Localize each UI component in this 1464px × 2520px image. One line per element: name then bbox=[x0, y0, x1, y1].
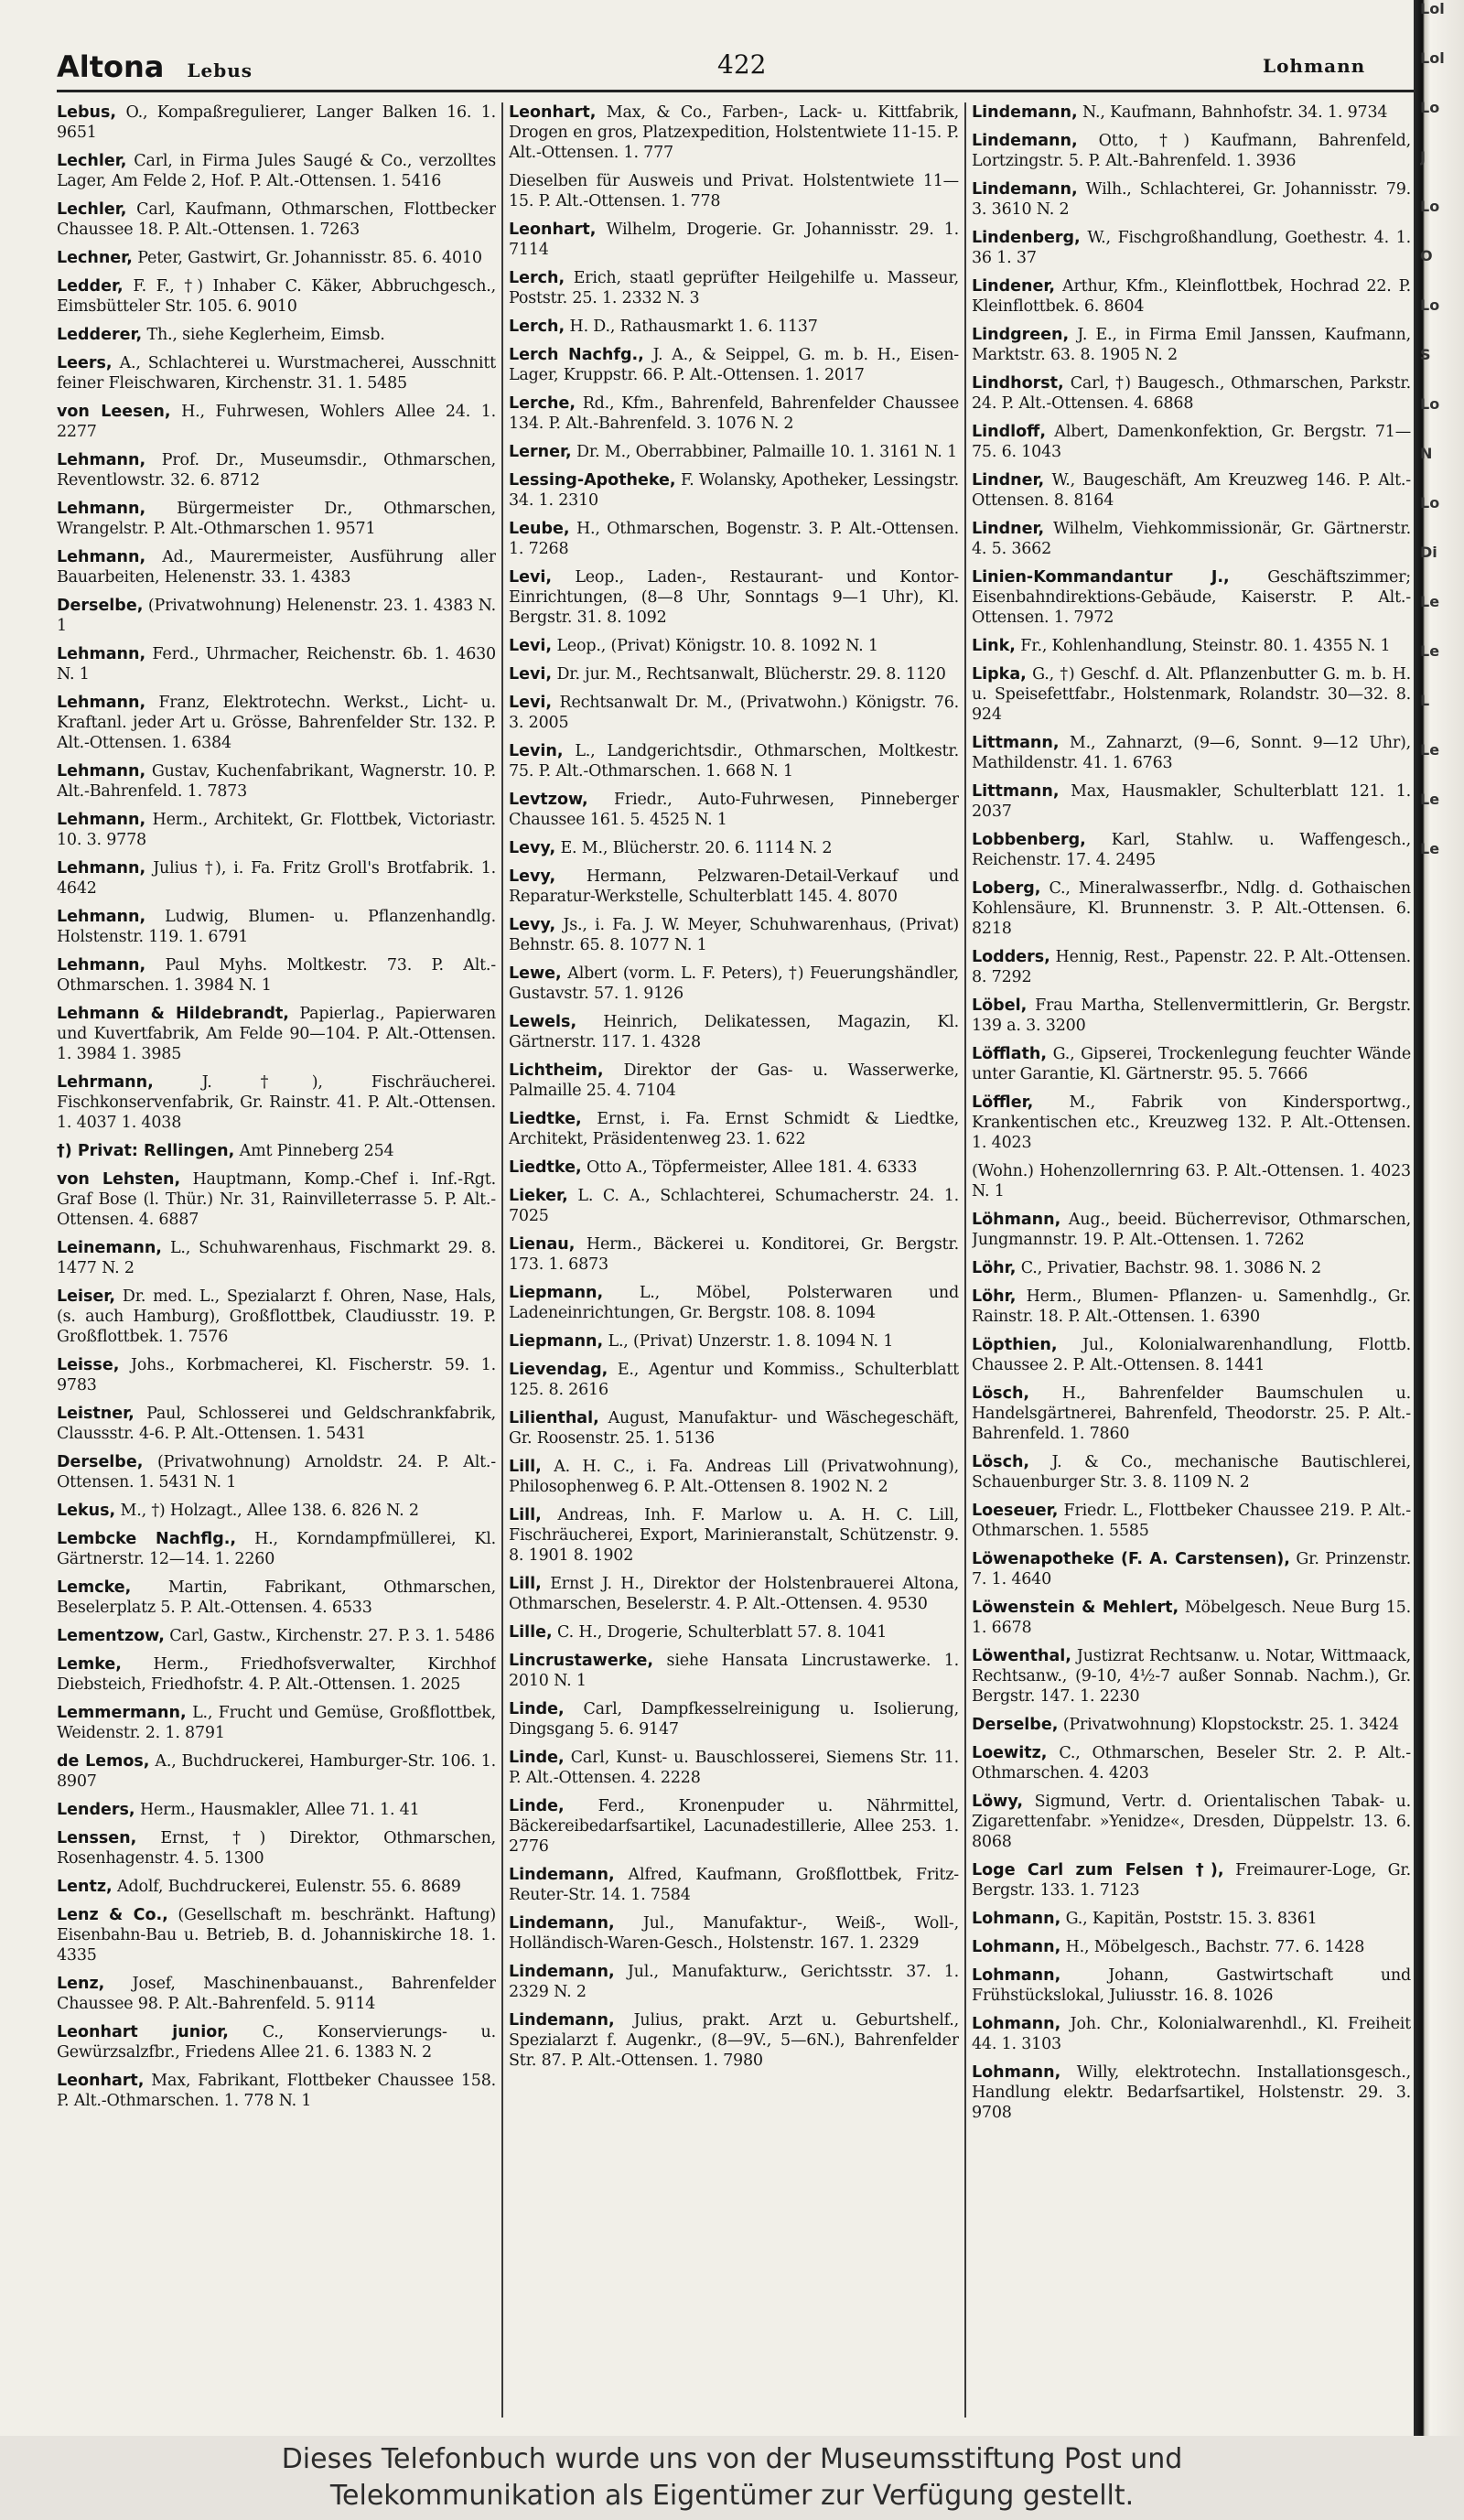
directory-entry: Lindloff, Albert, Damenkonfektion, Gr. Bergstr. 71—75. 6. 1043 bbox=[972, 423, 1411, 461]
directory-entry: Lichtheim, Direktor der Gas- u. Wasserwerke, Palmaille 25. 4. 7104 bbox=[509, 1061, 959, 1100]
footer-notice bbox=[0, 2436, 1464, 2520]
directory-entry: Lenz, Josef, Maschinenbauanst., Bahrenfelder Chaussee 98. P. Alt.-Bahrenfeld. 5. 9114 bbox=[57, 1975, 496, 2013]
directory-entry: von Lehsten, Hauptmann, Komp.-Chef i. Inf.-Rgt. Graf Bose (l. Thür.) Nr. 31, Rainvilleterrasse 5. P. Alt.-Ottensen. 4. 6887 bbox=[57, 1170, 496, 1229]
column-divider bbox=[964, 102, 966, 2418]
directory-entry: Leonhart junior, C., Konservierungs- u. Gewürzsalzfbr., Friedens Allee 21. 6. 1383 N. 2 bbox=[57, 2023, 496, 2062]
footer-line-1: Dieses Telefonbuch wurde uns von der Museumsstiftung Post und bbox=[281, 2443, 1183, 2475]
directory-entry: Lobbenberg, Karl, Stahlw. u. Waffengesch., Reichenstr. 17. 4. 2495 bbox=[972, 831, 1411, 869]
edge-fragment: Le bbox=[1420, 791, 1440, 808]
directory-entry: Löhmann, Aug., beeid. Bücherrevisor, Othmarschen, Jungmannstr. 19. P. Alt.-Ottensen. 1. 7262 bbox=[972, 1211, 1411, 1249]
directory-entry: Löwenstein & Mehlert, Möbelgesch. Neue Burg 15. 1. 6678 bbox=[972, 1599, 1411, 1637]
directory-entry: de Lemos, A., Buchdruckerei, Hamburger-Str. 106. 1. 8907 bbox=[57, 1752, 496, 1791]
directory-entry: Lehmann & Hildebrandt, Papierlag., Papierwaren und Kuvertfabrik, Am Felde 90—104. P. Alt.-Ottensen. 1. 3984 1. 3985 bbox=[57, 1005, 496, 1063]
directory-entry: Liepmann, L., Möbel, Polsterwaren und Ladeneinrichtungen, Gr. Bergstr. 108. 8. 1094 bbox=[509, 1284, 959, 1322]
directory-entry: Lemcke, Martin, Fabrikant, Othmarschen, Beselerplatz 5. P. Alt.-Ottensen. 4. 6533 bbox=[57, 1578, 496, 1617]
directory-entry: Loewitz, C., Othmarschen, Beseler Str. 2. P. Alt.-Othmarschen. 4. 4203 bbox=[972, 1744, 1411, 1782]
directory-column-3 bbox=[972, 102, 1411, 2427]
directory-entry: Lincrustawerke, siehe Hansata Lincrustawerke. 1. 2010 N. 1 bbox=[509, 1652, 959, 1690]
directory-entry: Löffler, M., Fabrik von Kindersportwg., Krankentischen etc., Kreuzweg 132. P. Alt.-Ottensen. 1. 4023 bbox=[972, 1093, 1411, 1152]
directory-entry: Lindemann, Julius, prakt. Arzt u. Geburtshelf., Spezialarzt f. Augenkr., (8—9V., 5—6N.), Bahrenfelder Str. 87. P. Alt.-Ottensen. 1. 7980 bbox=[509, 2011, 959, 2070]
directory-entry: Levi, Leop., (Privat) Königstr. 10. 8. 1092 N. 1 bbox=[509, 637, 878, 655]
directory-entry: Lehmann, Bürgermeister Dr., Othmarschen, Wrangelstr. P. Alt.-Othmarschen 1. 9571 bbox=[57, 500, 496, 538]
directory-entry: Lehmann, Franz, Elektrotechn. Werkst., Licht- u. Kraftanl. jeder Art u. Grösse, Bahrenfelder Str. 132. P. Alt.-Ottensen. 1. 6384 bbox=[57, 694, 496, 752]
directory-entry: Derselbe, (Privatwohnung) Arnoldstr. 24. P. Alt.-Ottensen. 1. 5431 N. 1 bbox=[57, 1453, 496, 1492]
directory-entry: Dieselben für Ausweis und Privat. Holstentwiete 11—15. P. Alt.-Ottensen. 1. 778 bbox=[509, 172, 959, 210]
directory-entry: Lösch, J. & Co., mechanische Bautischlerei, Schauenburger Str. 3. 8. 1109 N. 2 bbox=[972, 1453, 1411, 1492]
header-last-name: Lohmann bbox=[1263, 55, 1366, 77]
directory-entry: Lemke, Herm., Friedhofsverwalter, Kirchhof Diebsteich, Friedhofstr. 4. P. Alt.-Ottensen. 1. 2025 bbox=[57, 1655, 496, 1694]
header-city: Altona bbox=[57, 49, 165, 84]
directory-entry: Leers, A., Schlachterei u. Wurstmacherei, Ausschnitt feiner Fleischwaren, Kirchenstr. 31. 1. 5485 bbox=[57, 354, 496, 393]
header-first-name: Lebus bbox=[187, 59, 253, 81]
directory-entry: Lembcke Nachflg., H., Korndampfmüllerei, Kl. Gärtnerstr. 12—14. 1. 2260 bbox=[57, 1530, 496, 1568]
directory-entry: Lill, Andreas, Inh. F. Marlow u. A. H. C. Lill, Fischräucherei, Export, Marinieranstalt, Schützenstr. 9. 8. 1901 8. 1902 bbox=[509, 1506, 959, 1565]
directory-entry: Lohmann, G., Kapitän, Poststr. 15. 3. 8361 bbox=[972, 1910, 1318, 1928]
directory-entry: Lipka, G., †) Geschf. d. Alt. Pflanzenbutter G. m. b. H. u. Speisefettfabr., Holstenmark, Rolandstr. 30—32. 8. 924 bbox=[972, 665, 1411, 724]
directory-entry: Lindemann, N., Kaufmann, Bahnhofstr. 34. 1. 9734 bbox=[972, 103, 1388, 122]
directory-entry: Liedtke, Otto A., Töpfermeister, Allee 181. 4. 6333 bbox=[509, 1158, 918, 1177]
directory-entry: Löpthien, Jul., Kolonialwarenhandlung, Flottb. Chaussee 2. P. Alt.-Ottensen. 8. 1441 bbox=[972, 1336, 1411, 1374]
directory-entry: Löfflath, G., Gipserei, Trockenlegung feuchter Wände unter Garantie, Kl. Gärtnerstr. 95. 5. 7666 bbox=[972, 1045, 1411, 1083]
directory-entry: Lindenberg, W., Fischgroßhandlung, Goethestr. 4. 1. 36 1. 37 bbox=[972, 229, 1411, 267]
directory-entry: Löhr, Herm., Blumen- Pflanzen- u. Samenhdlg., Gr. Rainstr. 18. P. Alt.-Ottensen. 1. 6390 bbox=[972, 1287, 1411, 1326]
directory-entry: Lindener, Arthur, Kfm., Kleinflottbek, Hochrad 22. P. Kleinflottbek. 6. 8604 bbox=[972, 277, 1411, 316]
directory-entry: Lindemann, Jul., Manufaktur-, Weiß-, Woll-, Holländisch-Waren-Gesch., Holstenstr. 167. 1. 2329 bbox=[509, 1914, 959, 1953]
edge-fragment: Le bbox=[1420, 741, 1440, 759]
edge-fragment: O bbox=[1420, 247, 1433, 264]
directory-entry: Lerche, Rd., Kfm., Bahrenfeld, Bahrenfelder Chaussee 134. P. Alt.-Bahrenfeld. 3. 1076 N. 2 bbox=[509, 394, 959, 433]
directory-entry: Link, Fr., Kohlenhandlung, Steinstr. 80. 1. 4355 N. 1 bbox=[972, 637, 1391, 655]
directory-column-1 bbox=[57, 102, 496, 2427]
directory-entry: Lessing-Apotheke, F. Wolansky, Apotheker, Lessingstr. 34. 1. 2310 bbox=[509, 471, 959, 510]
edge-fragment: Lo bbox=[1420, 395, 1440, 413]
directory-entry: Littmann, Max, Hausmakler, Schulterblatt 121. 1. 2037 bbox=[972, 782, 1411, 821]
directory-entry: Lemmermann, L., Frucht und Gemüse, Großflottbek, Weidenstr. 2. 1. 8791 bbox=[57, 1704, 496, 1742]
directory-entry: Lehmann, Ad., Maurermeister, Ausführung aller Bauarbeiten, Helenenstr. 33. 1. 4383 bbox=[57, 548, 496, 587]
directory-entry: Lechler, Carl, Kaufmann, Othmarschen, Flottbecker Chaussee 18. P. Alt.-Ottensen. 1. 7263 bbox=[57, 200, 496, 239]
directory-entry: Lindgreen, J. E., in Firma Emil Janssen, Kaufmann, Marktstr. 63. 8. 1905 N. 2 bbox=[972, 326, 1411, 364]
edge-fragment: Lol bbox=[1420, 0, 1445, 17]
directory-entry: Lohmann, Johann, Gastwirtschaft und Frühstückslokal, Juliusstr. 16. 8. 1026 bbox=[972, 1966, 1411, 2005]
page-number: 422 bbox=[717, 49, 767, 80]
edge-fragment: Lo bbox=[1420, 296, 1440, 314]
directory-entry: Leonhart, Max, & Co., Farben-, Lack- u. Kittfabrik, Drogen en gros, Platzexpedition, Holstentwiete 11-15. P. Alt.-Ottensen. 1. 777 bbox=[509, 103, 959, 162]
directory-entry: Loeseuer, Friedr. L., Flottbeker Chaussee 219. P. Alt.-Othmarschen. 1. 5585 bbox=[972, 1502, 1411, 1540]
directory-entry: Lenders, Herm., Hausmakler, Allee 71. 1. 41 bbox=[57, 1801, 420, 1819]
directory-entry: von Leesen, H., Fuhrwesen, Wohlers Allee 24. 1. 2277 bbox=[57, 403, 496, 441]
directory-entry: Lehmann, Prof. Dr., Museumsdir., Othmarschen, Reventlowstr. 32. 6. 8712 bbox=[57, 451, 496, 490]
edge-fragment: Di bbox=[1420, 544, 1437, 561]
directory-entry: Lerch Nachfg., J. A., & Seippel, G. m. b. H., Eisen-Lager, Kruppstr. 66. P. Alt.-Ottensen. 1. 2017 bbox=[509, 346, 959, 384]
directory-entry: Lechner, Peter, Gastwirt, Gr. Johannisstr. 85. 6. 4010 bbox=[57, 249, 482, 267]
header-left bbox=[57, 49, 253, 84]
directory-entry: Löhr, C., Privatier, Bachstr. 98. 1. 3086 N. 2 bbox=[972, 1259, 1321, 1277]
edge-fragment: S bbox=[1420, 346, 1431, 363]
directory-entry: Ledder, F. F., †) Inhaber C. Käker, Abbruchgesch., Eimsbütteler Str. 105. 6. 9010 bbox=[57, 277, 496, 316]
directory-entry: Lerch, H. D., Rathausmarkt 1. 6. 1137 bbox=[509, 318, 818, 336]
edge-fragment: Lo bbox=[1420, 198, 1440, 215]
directory-entry: Derselbe, (Privatwohnung) Helenenstr. 23. 1. 4383 N. 1 bbox=[57, 597, 496, 635]
directory-entry: Linde, Carl, Dampfkesselreinigung u. Isolierung, Dingsgang 5. 6. 9147 bbox=[509, 1700, 959, 1739]
directory-entry: Levtzow, Friedr., Auto-Fuhrwesen, Pinneberger Chaussee 161. 5. 4525 N. 1 bbox=[509, 791, 959, 829]
directory-entry: Löbel, Frau Martha, Stellenvermittlerin, Gr. Bergstr. 139 a. 3. 3200 bbox=[972, 996, 1411, 1035]
directory-entry: Levi, Dr. jur. M., Rechtsanwalt, Blücherstr. 29. 8. 1120 bbox=[509, 665, 946, 684]
directory-entry: Lindemann, Wilh., Schlachterei, Gr. Johannisstr. 79. 3. 3610 N. 2 bbox=[972, 180, 1411, 219]
directory-entry: Lechler, Carl, in Firma Jules Saugé & Co., verzolltes Lager, Am Felde 2, Hof. P. Alt.-Ottensen. 1. 5416 bbox=[57, 152, 496, 190]
directory-entry: Levy, Js., i. Fa. J. W. Meyer, Schuhwarenhaus, (Privat) Behnstr. 65. 8. 1077 N. 1 bbox=[509, 916, 959, 954]
directory-entry: Lehmann, Julius †), i. Fa. Fritz Groll's Brotfabrik. 1. 4642 bbox=[57, 859, 496, 898]
directory-entry: Loge Carl zum Felsen †), Freimaurer-Loge, Gr. Bergstr. 133. 1. 7123 bbox=[972, 1861, 1411, 1900]
edge-fragment: Le bbox=[1420, 840, 1440, 857]
directory-entry: Lohmann, Joh. Chr., Kolonialwarenhdl., Kl. Freiheit 44. 1. 3103 bbox=[972, 2015, 1411, 2053]
edge-fragment: Le bbox=[1420, 642, 1440, 660]
directory-entry: (Wohn.) Hohenzollernring 63. P. Alt.-Ottensen. 1. 4023 N. 1 bbox=[972, 1162, 1411, 1201]
directory-entry: Linde, Ferd., Kronenpuder u. Nährmittel, Bäckereibedarfsartikel, Lacunadestillerie, Allee 253. 1. 2776 bbox=[509, 1797, 959, 1856]
directory-entry: Leonhart, Max, Fabrikant, Flottbeker Chaussee 158. P. Alt.-Othmarschen. 1. 778 N. 1 bbox=[57, 2072, 496, 2110]
edge-fragment: Lo bbox=[1420, 99, 1440, 116]
directory-entry: Littmann, M., Zahnarzt, (9—6, Sonnt. 9—12 Uhr), Mathildenstr. 41. 1. 6763 bbox=[972, 734, 1411, 772]
page-header bbox=[57, 44, 1414, 92]
directory-entry: Lenssen, Ernst, †) Direktor, Othmarschen, Rosenhagenstr. 4. 5. 1300 bbox=[57, 1829, 496, 1868]
directory-entry: Leiser, Dr. med. L., Spezialarzt f. Ohren, Nase, Hals, (s. auch Hamburg), Großflottbek, Claudiusstr. 19. P. Großflottbek. 1. 7576 bbox=[57, 1287, 496, 1346]
directory-entry: Lehmann, Ferd., Uhrmacher, Reichenstr. 6b. 1. 4630 N. 1 bbox=[57, 645, 496, 684]
directory-entry: Linde, Carl, Kunst- u. Bauschlosserei, Siemens Str. 11. P. Alt.-Ottensen. 4. 2228 bbox=[509, 1749, 959, 1787]
directory-entry: Lehmann, Ludwig, Blumen- u. Pflanzenhandlg. Holstenstr. 119. 1. 6791 bbox=[57, 908, 496, 946]
edge-fragment: Lol bbox=[1420, 49, 1445, 67]
directory-entry: Lenz & Co., (Gesellschaft m. beschränkt. Haftung) Eisenbahn-Bau u. Betrieb, B. d. Johanniskirche 18. 1. 4335 bbox=[57, 1906, 496, 1965]
directory-entry: Levy, Hermann, Pelzwaren-Detail-Verkauf und Reparatur-Werkstelle, Schulterblatt 145. 4. 8070 bbox=[509, 867, 959, 906]
directory-entry: Lievendag, E., Agentur und Kommiss., Schulterblatt 125. 8. 2616 bbox=[509, 1361, 959, 1399]
directory-entry: Lewels, Heinrich, Delikatessen, Magazin, Kl. Gärtnerstr. 117. 1. 4328 bbox=[509, 1013, 959, 1051]
directory-entry: Lementzow, Carl, Gastw., Kirchenstr. 27. P. 3. 1. 5486 bbox=[57, 1627, 495, 1645]
edge-fragment: Le bbox=[1420, 593, 1440, 610]
footer-line-2: Telekommunikation als Eigentümer zur Verfügung gestellt. bbox=[329, 2480, 1135, 2512]
directory-entry: Derselbe, (Privatwohnung) Klopstockstr. 25. 1. 3424 bbox=[972, 1716, 1399, 1734]
directory-entry: Lindemann, Alfred, Kaufmann, Großflottbek, Fritz-Reuter-Str. 14. 1. 7584 bbox=[509, 1866, 959, 1904]
directory-entry: Loberg, C., Mineralwasserfbr., Ndlg. d. Gothaischen Kohlensäure, Kl. Brunnenstr. 3. P. Alt.-Ottensen. 6. 8218 bbox=[972, 879, 1411, 938]
directory-entry: Löwenapotheke (F. A. Carstensen), Gr. Prinzenstr. 7. 1. 4640 bbox=[972, 1550, 1411, 1588]
directory-entry: Lehmann, Gustav, Kuchenfabrikant, Wagnerstr. 10. P. Alt.-Bahrenfeld. 1. 7873 bbox=[57, 762, 496, 801]
directory-entry: Leisse, Johs., Korbmacherei, Kl. Fischerstr. 59. 1. 9783 bbox=[57, 1356, 496, 1395]
directory-entry: Lilienthal, August, Manufaktur- und Wäschegeschäft, Gr. Roosenstr. 25. 1. 5136 bbox=[509, 1409, 959, 1448]
directory-entry: Lohmann, H., Möbelgesch., Bachstr. 77. 6. 1428 bbox=[972, 1938, 1365, 1956]
directory-entry: Lindner, W., Baugeschäft, Am Kreuzweg 146. P. Alt.-Ottensen. 8. 8164 bbox=[972, 471, 1411, 510]
directory-entry: Lohmann, Willy, elektrotechn. Installationsgesch., Handlung elektr. Bedarfsartikel, Holstenstr. 29. 3. 9708 bbox=[972, 2063, 1411, 2122]
edge-fragment: J bbox=[1420, 148, 1426, 166]
directory-entry: Leistner, Paul, Schlosserei und Geldschrankfabrik, Claussstr. 4-6. P. Alt.-Ottensen. 1. 5431 bbox=[57, 1405, 496, 1443]
directory-entry: Lieker, L. C. A., Schlachterei, Schumacherstr. 24. 1. 7025 bbox=[509, 1187, 959, 1225]
edge-fragment: N bbox=[1420, 445, 1433, 462]
directory-entry: Lill, Ernst J. H., Direktor der Holstenbrauerei Altona, Othmarschen, Beselerstr. 4. P. Alt.-Ottensen. 4. 9530 bbox=[509, 1575, 959, 1613]
directory-entry: Lehrmann, J. †), Fischräucherei. Fischkonservenfabrik, Gr. Rainstr. 41. P. Alt.-Ottensen. 1. 4037 1. 4038 bbox=[57, 1073, 496, 1132]
directory-entry: Löwenthal, Justizrat Rechtsanw. u. Notar, Wittmaack, Rechtsanw., (9-10, 4½-7 außer Sonnab. Nachm.), Gr. Bergstr. 147. 1. 2230 bbox=[972, 1647, 1411, 1706]
directory-entry: Löwy, Sigmund, Vertr. d. Orientalischen Tabak- u. Zigarettenfabr. »Yenidze«, Dresden, Düppelstr. 13. 6. 8068 bbox=[972, 1793, 1411, 1851]
directory-entry: Lerner, Dr. M., Oberrabbiner, Palmaille 10. 1. 3161 N. 1 bbox=[509, 443, 957, 461]
directory-entry: Levy, E. M., Blücherstr. 20. 6. 1114 N. 2 bbox=[509, 839, 833, 857]
directory-entry: Leonhart, Wilhelm, Drogerie. Gr. Johannisstr. 29. 1. 7114 bbox=[509, 221, 959, 259]
directory-entry: Lösch, H., Bahrenfelder Baumschulen u. Handelsgärtnerei, Bahrenfeld, Theodorstr. 25. P. Alt.-Bahrenfeld. 1. 7860 bbox=[972, 1384, 1411, 1443]
directory-entry: Lentz, Adolf, Buchdruckerei, Eulenstr. 55. 6. 8689 bbox=[57, 1878, 461, 1896]
directory-entry: Lebus, O., Kompaßregulierer, Langer Balken 16. 1. 9651 bbox=[57, 103, 496, 142]
edge-fragment: L bbox=[1420, 692, 1430, 709]
directory-entry: Lienau, Herm., Bäckerei u. Konditorei, Gr. Bergstr. 173. 1. 6873 bbox=[509, 1235, 959, 1274]
directory-entry: Levi, Rechtsanwalt Dr. M., (Privatwohn.) Königstr. 76. 3. 2005 bbox=[509, 694, 959, 732]
directory-entry: Levi, Leop., Laden-, Restaurant- und Kontor-Einrichtungen, (8—8 Uhr, Sonntags 9—1 Uhr), Kl. Bergstr. 31. 8. 1092 bbox=[509, 568, 959, 627]
directory-column-2 bbox=[509, 102, 959, 2427]
directory-entry: Lill, A. H. C., i. Fa. Andreas Lill (Privatwohnung), Philosophenweg 6. P. Alt.-Ottensen 8. 1902 N. 2 bbox=[509, 1458, 959, 1496]
directory-entry: Lewe, Albert (vorm. L. F. Peters), †) Feuerungshändler, Gustavstr. 57. 1. 9126 bbox=[509, 964, 959, 1003]
directory-entry: Lille, C. H., Drogerie, Schulterblatt 57. 8. 1041 bbox=[509, 1623, 888, 1642]
directory-entry: Levin, L., Landgerichtsdir., Othmarschen, Moltkestr. 75. P. Alt.-Othmarschen. 1. 668 N. 1 bbox=[509, 742, 959, 781]
directory-entry: Lindemann, Otto, †) Kaufmann, Bahrenfeld, Lortzingstr. 5. P. Alt.-Bahrenfeld. 1. 3936 bbox=[972, 132, 1411, 170]
directory-entry: Lodders, Hennig, Rest., Papenstr. 22. P. Alt.-Ottensen. 8. 7292 bbox=[972, 948, 1411, 986]
directory-entry: Leube, H., Othmarschen, Bogenstr. 3. P. Alt.-Ottensen. 1. 7268 bbox=[509, 520, 959, 558]
directory-entry: Linien-Kommandantur J., Geschäftszimmer; Eisenbahndirektions-Gebäude, Kaiserstr. P. Alt.-Ottensen. 1. 7972 bbox=[972, 568, 1411, 627]
column-divider bbox=[501, 102, 503, 2418]
directory-entry: Lehmann, Herm., Architekt, Gr. Flottbek, Victoriastr. 10. 3. 9778 bbox=[57, 811, 496, 849]
directory-entry: †) Privat: Rellingen, Amt Pinneberg 254 bbox=[57, 1142, 394, 1160]
directory-entry: Leinemann, L., Schuhwarenhaus, Fischmarkt 29. 8. 1477 N. 2 bbox=[57, 1239, 496, 1277]
directory-entry: Lekus, M., †) Holzagt., Allee 138. 6. 826 N. 2 bbox=[57, 1502, 419, 1520]
directory-entry: Lindhorst, Carl, †) Baugesch., Othmarschen, Parkstr. 24. P. Alt.-Ottensen. 4. 6868 bbox=[972, 374, 1411, 413]
directory-entry: Ledderer, Th., siehe Keglerheim, Eimsb. bbox=[57, 326, 385, 344]
directory-entry: Liedtke, Ernst, i. Fa. Ernst Schmidt & Liedtke, Architekt, Präsidentenweg 23. 1. 622 bbox=[509, 1110, 959, 1148]
directory-entry: Lerch, Erich, staatl geprüfter Heilgehilfe u. Masseur, Poststr. 25. 1. 2332 N. 3 bbox=[509, 269, 959, 307]
directory-entry: Lindner, Wilhelm, Viehkommissionär, Gr. Gärtnerstr. 4. 5. 3662 bbox=[972, 520, 1411, 558]
edge-fragment: Lo bbox=[1420, 494, 1440, 512]
directory-entry: Liepmann, L., (Privat) Unzerstr. 1. 8. 1094 N. 1 bbox=[509, 1332, 894, 1351]
directory-entry: Lindemann, Jul., Manufakturw., Gerichtsstr. 37. 1. 2329 N. 2 bbox=[509, 1963, 959, 2001]
directory-entry: Lehmann, Paul Myhs. Moltkestr. 73. P. Alt.-Othmarschen. 1. 3984 N. 1 bbox=[57, 956, 496, 995]
next-page-edge bbox=[1420, 0, 1464, 2436]
